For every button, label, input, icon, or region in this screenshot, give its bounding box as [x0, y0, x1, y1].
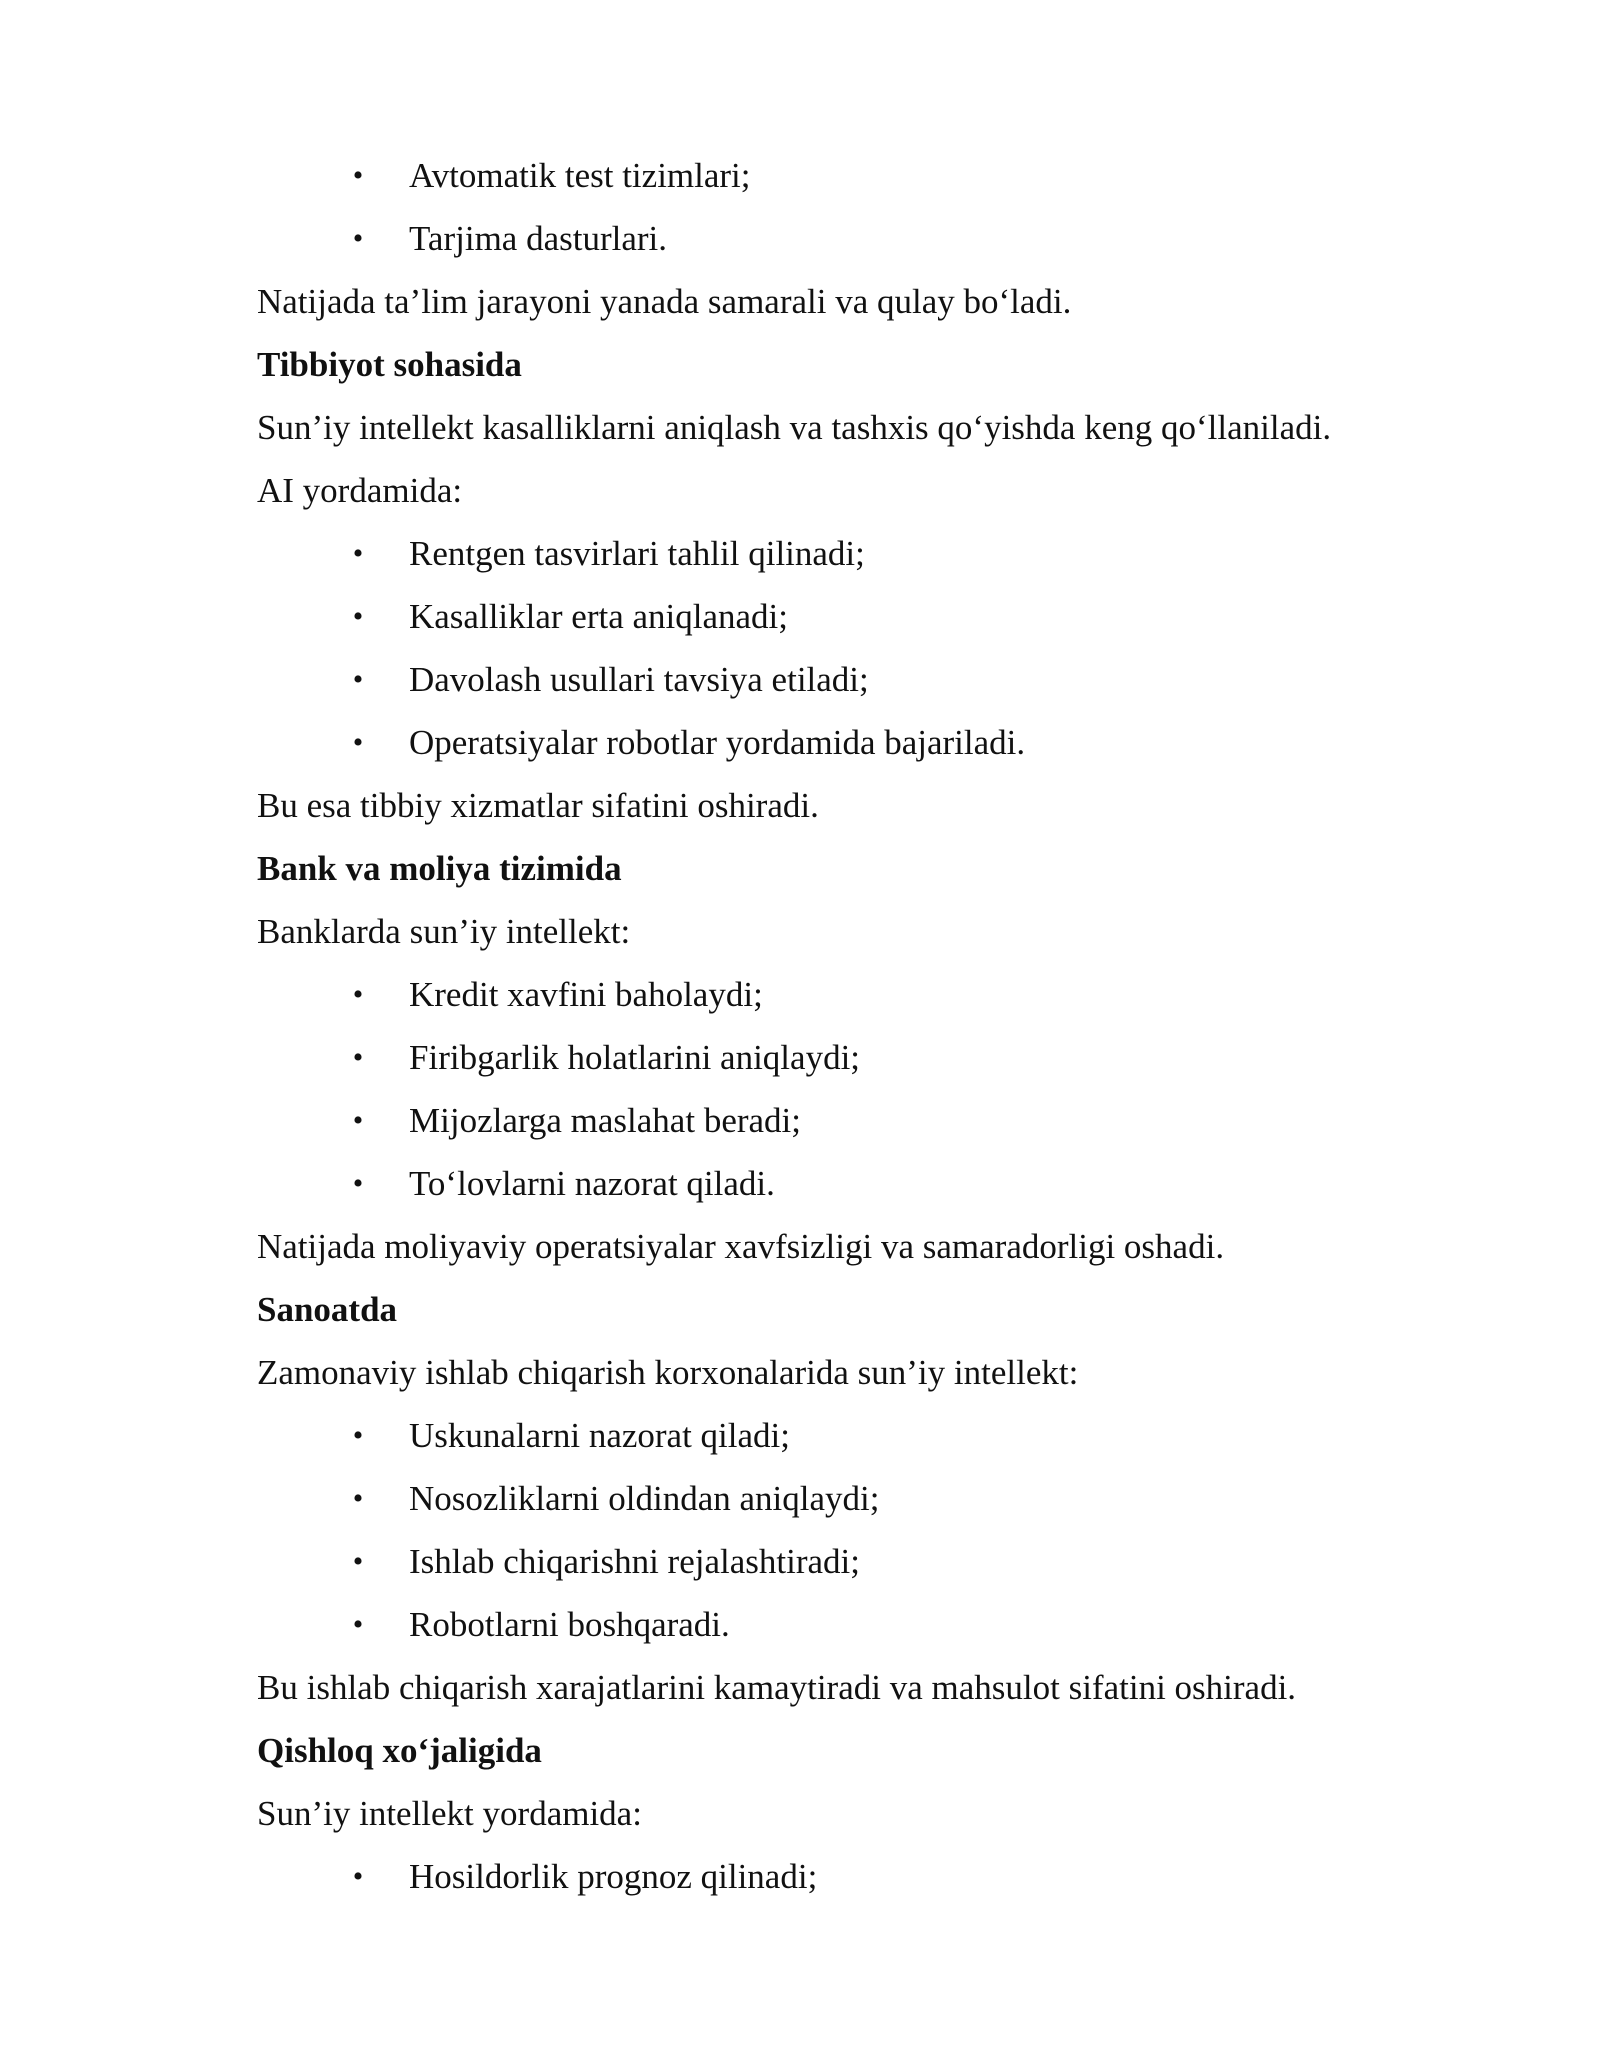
- bullet-glyph: •: [352, 600, 364, 633]
- list-item-text: Mijozlarga maslahat beradi;: [409, 1101, 801, 1140]
- bullet-glyph: •: [352, 1419, 364, 1452]
- bullet-glyph: •: [352, 222, 364, 255]
- section-heading: Qishloq xo‘jaligida: [257, 1731, 542, 1770]
- bullet-glyph: •: [352, 1860, 364, 1893]
- bullet-glyph: •: [352, 1608, 364, 1641]
- list-item: [257, 1530, 1457, 1593]
- list-item-text: Operatsiyalar robotlar yordamida bajariladi.: [409, 723, 1026, 762]
- section-heading: Tibbiyot sohasida: [257, 345, 522, 384]
- list-item: [257, 648, 1457, 711]
- list-item-text: Ishlab chiqarishni rejalashtiradi;: [409, 1542, 860, 1581]
- paragraph: Bu ishlab chiqarish xarajatlarini kamaytiradi va mahsulot sifatini oshiradi.: [257, 1668, 1297, 1707]
- bullet-glyph: •: [352, 1545, 364, 1578]
- bullet-glyph: •: [352, 663, 364, 696]
- bullet-glyph: •: [352, 159, 364, 192]
- list-item: [257, 1404, 1457, 1467]
- paragraph: Bu esa tibbiy xizmatlar sifatini oshiradi.: [257, 786, 819, 825]
- list-item: [257, 1467, 1457, 1530]
- list-item: [257, 144, 1457, 207]
- list-item: [257, 1026, 1457, 1089]
- list-item-text: Tarjima dasturlari.: [409, 219, 668, 258]
- paragraph: AI yordamida:: [257, 471, 463, 510]
- list-item: [257, 711, 1457, 774]
- list-item-text: Davolash usullari tavsiya etiladi;: [409, 660, 869, 699]
- bullet-glyph: •: [352, 1041, 364, 1074]
- document-body: [257, 144, 1457, 1908]
- paragraph: Natijada ta’lim jarayoni yanada samarali va qulay bo‘ladi.: [257, 282, 1072, 321]
- list-item-text: Avtomatik test tizimlari;: [409, 156, 751, 195]
- list-item-text: Hosildorlik prognoz qilinadi;: [409, 1857, 818, 1896]
- bullet-glyph: •: [352, 1167, 364, 1200]
- section-heading: Sanoatda: [257, 1290, 398, 1329]
- list-item: [257, 207, 1457, 270]
- list-item-text: To‘lovlarni nazorat qiladi.: [409, 1164, 775, 1203]
- paragraph: Sun’iy intellekt kasalliklarni aniqlash va tashxis qo‘yishda keng qo‘llaniladi.: [257, 408, 1332, 447]
- list-item: [257, 1152, 1457, 1215]
- list-item-text: Kredit xavfini baholaydi;: [409, 975, 763, 1014]
- list-item: [257, 963, 1457, 1026]
- section-heading: Bank va moliya tizimida: [257, 849, 622, 888]
- bullet-glyph: •: [352, 726, 364, 759]
- list-item: [257, 585, 1457, 648]
- list-item-text: Uskunalarni nazorat qiladi;: [409, 1416, 790, 1455]
- list-item-text: Robotlarni boshqaradi.: [409, 1605, 730, 1644]
- bullet-glyph: •: [352, 978, 364, 1011]
- bullet-glyph: •: [352, 537, 364, 570]
- list-item-text: Firibgarlik holatlarini aniqlaydi;: [409, 1038, 861, 1077]
- list-item: [257, 1593, 1457, 1656]
- list-item: [257, 1089, 1457, 1152]
- paragraph: Natijada moliyaviy operatsiyalar xavfsizligi va samaradorligi oshadi.: [257, 1227, 1225, 1266]
- bullet-glyph: •: [352, 1482, 364, 1515]
- list-item-text: Kasalliklar erta aniqlanadi;: [409, 597, 789, 636]
- paragraph: Sun’iy intellekt yordamida:: [257, 1794, 642, 1833]
- paragraph: Banklarda sun’iy intellekt:: [257, 912, 631, 951]
- list-item: [257, 522, 1457, 585]
- list-item: [257, 1845, 1457, 1908]
- bullet-glyph: •: [352, 1104, 364, 1137]
- list-item-text: Nosozliklarni oldindan aniqlaydi;: [409, 1479, 880, 1518]
- paragraph: Zamonaviy ishlab chiqarish korxonalarida sun’iy intellekt:: [257, 1353, 1079, 1392]
- list-item-text: Rentgen tasvirlari tahlil qilinadi;: [409, 534, 865, 573]
